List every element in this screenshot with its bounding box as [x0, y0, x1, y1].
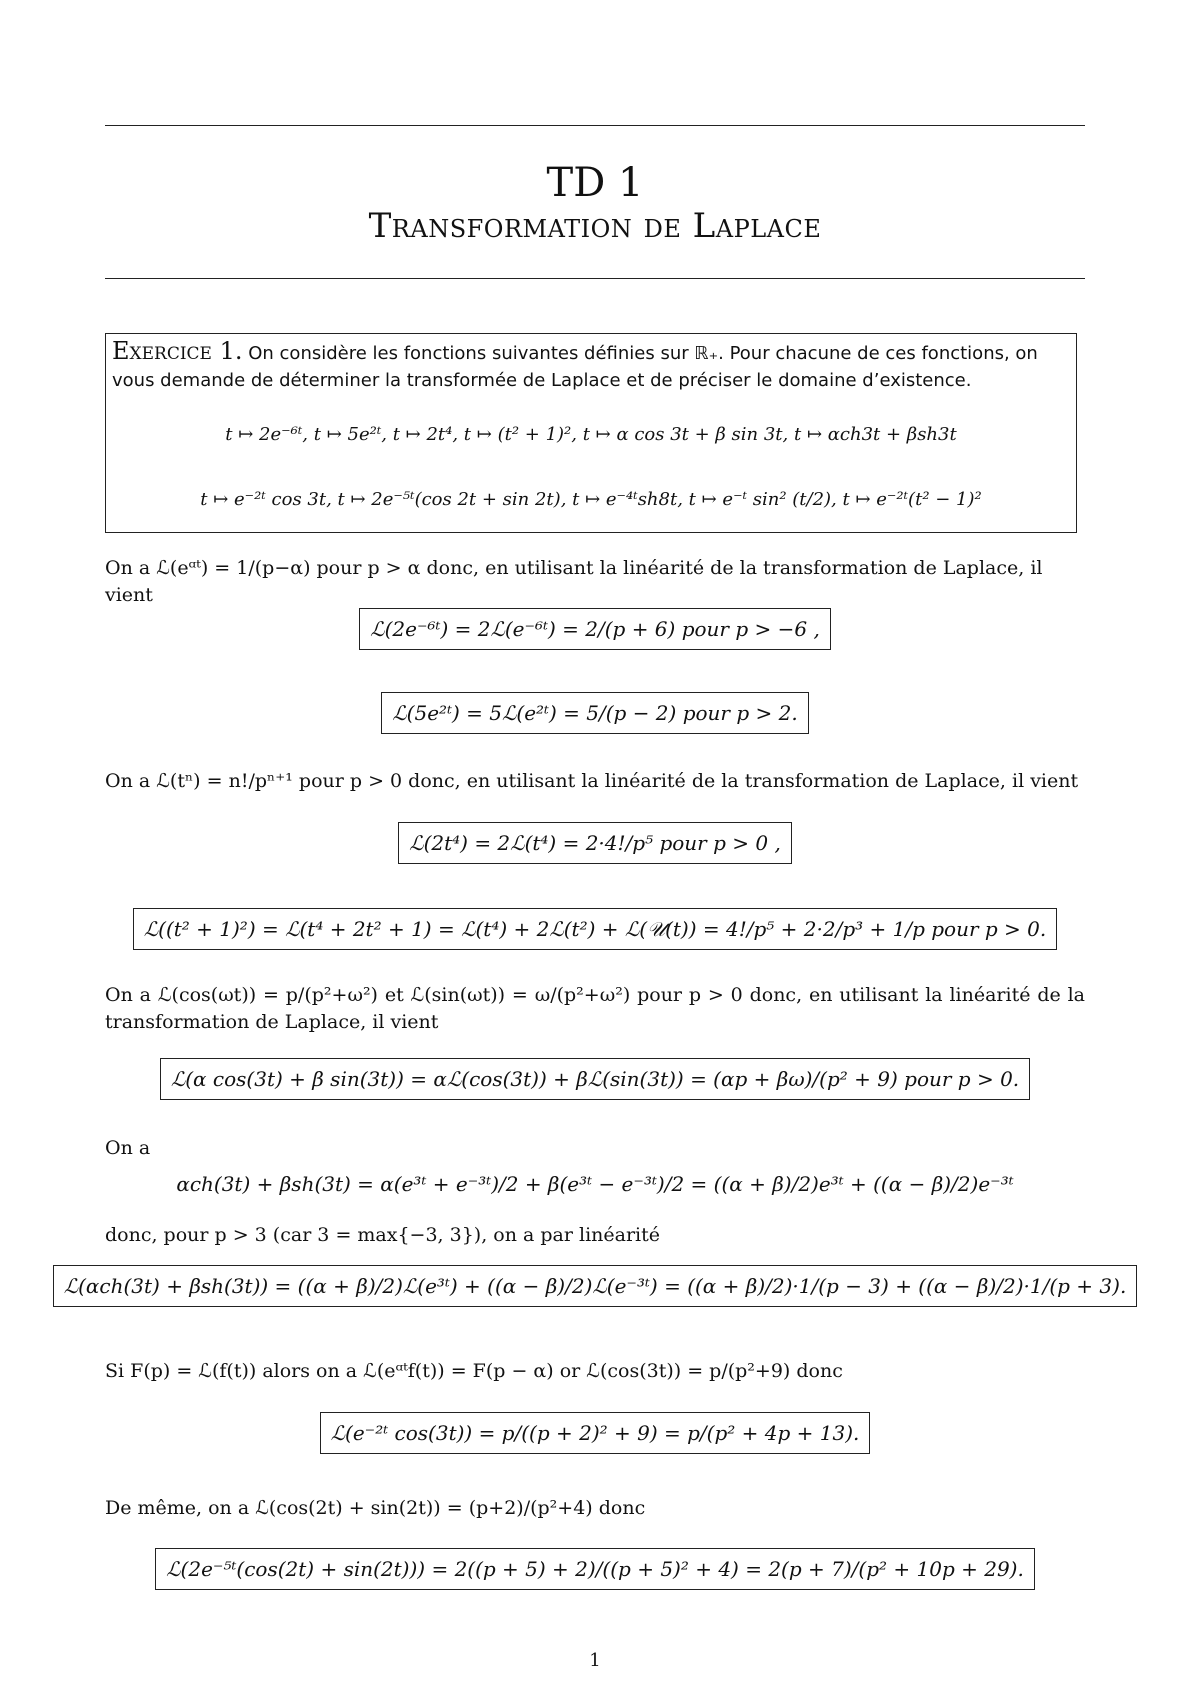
boxed-equation-7: ℒ(αch(3t) + βsh(3t)) = ((α + β)/2)ℒ(e³ᵗ) + ((α − β)/2)ℒ(e⁻³ᵗ) = ((α + β)/2)·1/(p − 3) + ((α − β)/2)·1/(p + 3). [53, 1265, 1138, 1307]
top-rule [105, 125, 1085, 126]
equation-row-7 [63, 1265, 1127, 1307]
paragraph-shift: Si F(p) = ℒ(f(t)) alors on a ℒ(eᵅᵗf(t)) = F(p − α) or ℒ(cos(3t)) = p/(p²+9) donc [105, 1360, 843, 1382]
exercise-statement: On considère les fonctions suivantes définies sur ℝ₊. Pour chacune de ces fonctions, on vous demande de déterminer la transformée de Laplace et de préciser le domaine d’existence. [112, 343, 1038, 391]
page-title: TD 1 [546, 160, 644, 206]
equation-row-8 [105, 1412, 1085, 1454]
paragraph-hyperbolic-intro: On a [105, 1137, 151, 1159]
exercise-box [105, 333, 1077, 533]
title-block [105, 160, 1085, 246]
page-subtitle: Transformation de Laplace [368, 206, 822, 246]
page-number: 1 [589, 1650, 601, 1671]
boxed-equation-2: ℒ(5e²ᵗ) = 5ℒ(e²ᵗ) = 5/(p − 2) pour p > 2. [381, 692, 808, 734]
boxed-equation-5: ℒ(α cos(3t) + β sin(3t)) = αℒ(cos(3t)) + βℒ(sin(3t)) = (αp + βω)/(p² + 9) pour p > 0. [160, 1058, 1030, 1100]
boxed-equation-8: ℒ(e⁻²ᵗ cos(3t)) = p/((p + 2)² + 9) = p/(p² + 4p + 13). [320, 1412, 871, 1454]
boxed-equation-4: ℒ((t² + 1)²) = ℒ(t⁴ + 2t² + 1) = ℒ(t⁴) + 2ℒ(t²) + ℒ(𝒰(t)) = 4!/p⁵ + 2·2/p³ + 1/p pour p > 0. [133, 908, 1058, 950]
equation-row-3 [105, 822, 1085, 864]
paragraph-trig: On a ℒ(cos(ωt)) = p/(p²+ω²) et ℒ(sin(ωt)) = ω/(p²+ω²) pour p > 0 donc, en utilisant la linéarité de la transformation de Laplace, il vient [105, 984, 1085, 1033]
equation-row-9 [105, 1548, 1085, 1590]
title-bottom-rule [105, 278, 1085, 279]
paragraph-exponential: On a ℒ(eᵅᵗ) = 1/(p−α) pour p > α donc, en utilisant la linéarité de la transformation de Laplace, il vient [105, 557, 1043, 606]
boxed-equation-3: ℒ(2t⁴) = 2ℒ(t⁴) = 2·4!/p⁵ pour p > 0 , [398, 822, 792, 864]
exercise-heading: Exercice 1. [112, 337, 243, 365]
function-list-line-1: t ↦ 2e⁻⁶ᵗ, t ↦ 5e²ᵗ, t ↦ 2t⁴, t ↦ (t² + 1)², t ↦ α cos 3t + β sin 3t, t ↦ αch3t + βsh3t [225, 424, 957, 445]
paragraph-hyperbolic-linearity: donc, pour p > 3 (car 3 = max{−3, 3}), on a par linéarité [105, 1224, 660, 1246]
paragraph-power: On a ℒ(tⁿ) = n!/pⁿ⁺¹ pour p > 0 donc, en utilisant la linéarité de la transformation de Laplace, il vient [105, 770, 1079, 792]
equation-row-5 [105, 1058, 1085, 1100]
boxed-equation-1: ℒ(2e⁻⁶ᵗ) = 2ℒ(e⁻⁶ᵗ) = 2/(p + 6) pour p > −6 , [359, 608, 831, 650]
equation-row-4 [105, 908, 1085, 950]
document-page [63, 0, 1127, 1696]
equation-hyperbolic-expansion: αch(3t) + βsh(3t) = α(e³ᵗ + e⁻³ᵗ)/2 + β(e³ᵗ − e⁻³ᵗ)/2 = ((α + β)/2)e³ᵗ + ((α − β)/2)e⁻³ᵗ [176, 1172, 1014, 1196]
exercise-statement-block [112, 338, 1070, 394]
paragraph-de-meme: De même, on a ℒ(cos(2t) + sin(2t)) = (p+2)/(p²+4) donc [105, 1497, 646, 1519]
equation-row-1 [105, 608, 1085, 650]
equation-row-2 [105, 692, 1085, 734]
boxed-equation-9: ℒ(2e⁻⁵ᵗ(cos(2t) + sin(2t))) = 2((p + 5) + 2)/((p + 5)² + 4) = 2(p + 7)/(p² + 10p + 29). [155, 1548, 1035, 1590]
function-list-line-2: t ↦ e⁻²ᵗ cos 3t, t ↦ 2e⁻⁵ᵗ(cos 2t + sin 2t), t ↦ e⁻⁴ᵗsh8t, t ↦ e⁻ᵗ sin² (t/2), t ↦ e⁻²ᵗ(t² − 1)² [200, 489, 982, 510]
